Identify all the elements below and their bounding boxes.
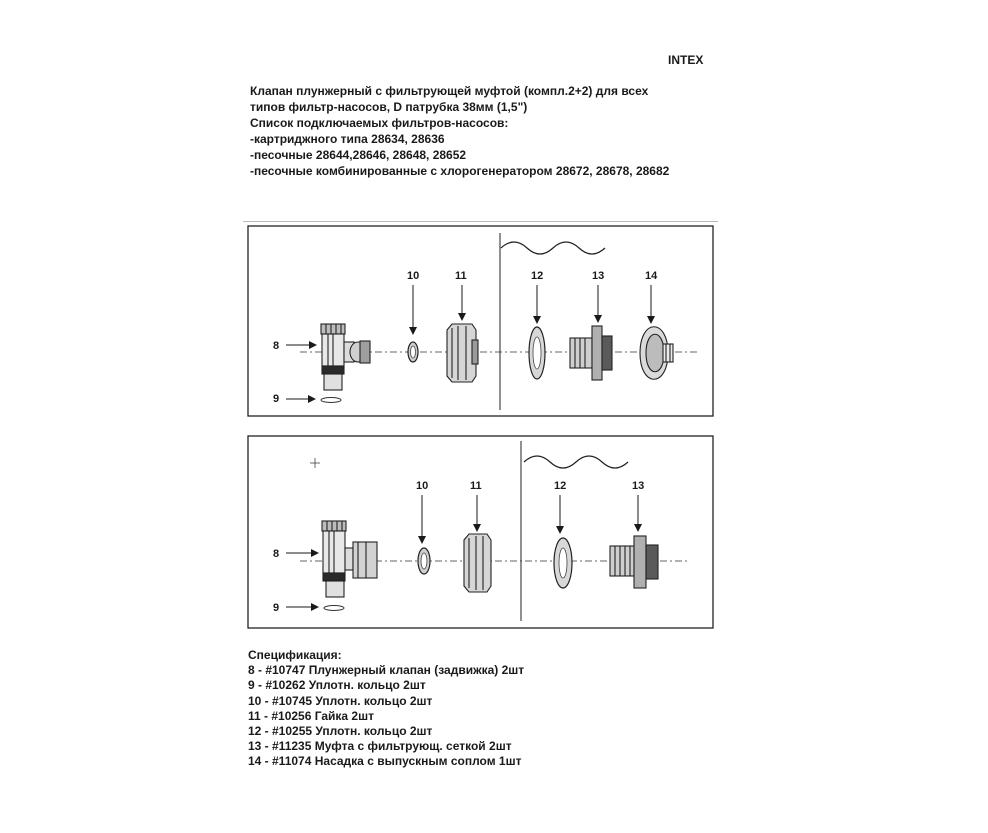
spec-item: 14 - #11074 Насадка с выпускным соплом 1шт [248,754,522,769]
specification-list [248,648,524,770]
spec-item: 11 - #10256 Гайка 2шт [248,708,374,723]
spec-item: 10 - #10745 Уплотн. кольцо 2шт [248,693,433,708]
spec-item: 12 - #10255 Уплотн. кольцо 2шт [248,724,433,739]
callout-10: 10 [407,270,420,282]
callout-14: 14 [645,270,658,282]
filter-coupling-icon [570,326,612,380]
callout-9: 9 [273,393,280,405]
header-line: -песочные комбинированные с хлорогенератором 28672, 28678, 28682 [250,164,670,178]
nut-icon [447,324,478,382]
callout-11: 11 [470,480,482,492]
header-line: -картриджного типа 28634, 28636 [250,132,445,146]
water-wave-icon [501,242,605,254]
spec-item: 9 - #10262 Уплотн. кольцо 2шт [248,678,426,693]
o-ring-9-icon [321,398,341,403]
brand-label: INTEX [668,53,704,67]
header-line: -песочные 28644,28646, 28648, 28652 [250,148,467,162]
callout-8: 8 [273,548,280,560]
spec-title: Спецификация: [248,648,342,662]
callout-12: 12 [531,270,544,282]
outlet-nozzle-icon [640,327,673,380]
callout-12: 12 [554,480,567,492]
spec-item: 8 - #10747 Плунжерный клапан (задвижка) 2шт [248,663,525,678]
spec-item: 13 - #11235 Муфта с фильтрующ. сеткой 2шт [248,739,512,754]
header-line: Список подключаемых фильтров-насосов: [250,116,509,130]
header-line: типов фильтр-насосов, D патрубка 38мм (1,5") [250,100,528,114]
header-line: Клапан плунжерный с фильтрующей муфтой (компл.2+2) для всех [250,84,649,98]
diagram-frame [248,226,713,416]
callout-13: 13 [632,480,645,492]
callout-13: 13 [592,270,605,282]
callout-11: 11 [455,270,467,282]
callout-9: 9 [273,602,280,614]
callout-10: 10 [416,480,429,492]
callout-8: 8 [273,340,280,352]
plunger-valve-icon [321,324,370,390]
